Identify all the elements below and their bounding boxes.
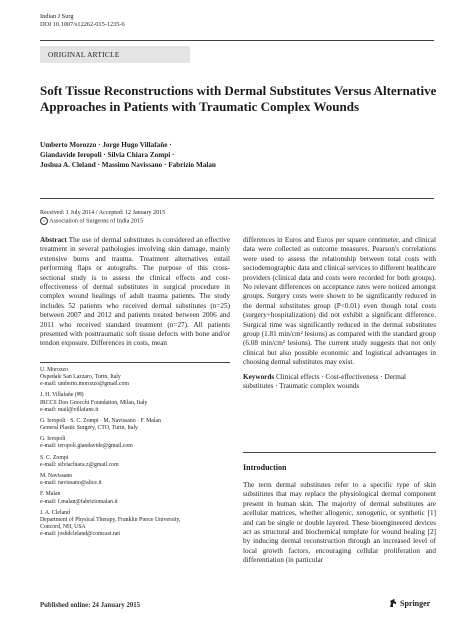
section-rule — [40, 198, 434, 199]
affiliation — [40, 510, 230, 538]
introduction-text: The term dermal substitutes refer to a specific type of skin substitutes that may replace the physiological dermal component present in human skin. The majority of dermal substitutes are acellular matrices, whether allogenic, xenogenic, or synthetic [1] and can be single or double layered. These bioengineered devices act as structural and biochemical template for wound healing [2] by inducing dermal reconstruction through an increased level of local growth factors, encouraging cellular proliferation and differentiation (in particular — [243, 481, 436, 565]
affiliation-email: e-mail: joshdcleland@comcast.net — [40, 531, 121, 538]
section-badge — [40, 46, 190, 63]
affiliation — [40, 455, 230, 469]
affiliation-line: G. Ieropoli · S. C. Zompi · M. Navissano · F. Malan — [40, 417, 161, 424]
affiliation-email: e-mail: mail@villafane.it — [40, 406, 99, 413]
publisher-logo — [388, 598, 430, 608]
affiliation-email: e-mail: navissano@alice.it — [40, 480, 102, 487]
running-footer: Published online: 24 January 2015 — [40, 602, 141, 609]
affiliation — [40, 367, 230, 388]
top-rule — [40, 40, 434, 41]
section-badge-label: ORIGINAL ARTICLE — [48, 50, 120, 59]
springer-horse-icon — [388, 598, 398, 608]
affiliation — [40, 491, 230, 505]
affiliation-line: U. Morozzo — [40, 367, 69, 373]
affiliation-line: Ospedale San Lazzaro, Turin, Italy — [40, 374, 121, 381]
affiliation-rule — [40, 362, 230, 363]
affiliation-line: F. Malan — [40, 491, 61, 498]
abstract-label: Abstract — [40, 236, 67, 244]
affiliation — [40, 418, 230, 432]
keywords-label: Keywords — [243, 373, 275, 381]
affiliation-line: J. A. Cleland — [40, 509, 70, 516]
affiliation-line: S. C. Zompi — [40, 454, 69, 461]
affiliations — [40, 367, 230, 542]
introduction-heading: Introduction — [243, 463, 287, 472]
journal-header — [40, 13, 125, 29]
affiliation-email: e-mail: umberto.morozzo@gmail.com — [40, 381, 129, 388]
abstract-left — [40, 236, 230, 349]
received-accepted: Received: 1 July 2014 / Accepted: 12 January 2015 — [40, 210, 166, 216]
article-dates — [40, 209, 165, 225]
affiliation-email: e-mail: silviachiara.z@gmail.com — [40, 461, 119, 468]
doi: DOI 10.1007/s12262-015-1235-6 — [40, 21, 125, 28]
copyright-icon: c — [40, 217, 48, 225]
affiliation-line: M. Navissano — [40, 473, 73, 480]
author-line: Joshua A. Cleland · Massimo Navissano · Fabrizio Malan — [40, 161, 216, 169]
journal-name: Indian J Surg — [40, 13, 74, 20]
intro-rule — [243, 452, 436, 453]
affiliation-line: General Plastic Surgery, CTO, Turin, Italy — [40, 425, 138, 432]
author-line: Giandavide Ieropoli · Silvia Chiara Zompi · — [40, 151, 175, 159]
keywords-text: Clinical effects · Cost-effectiveness · Dermal substitutes · Traumatic complex wounds — [243, 373, 407, 391]
copyright-line — [40, 217, 165, 225]
affiliation-line: J. H. Villafañe (✉) — [40, 392, 84, 399]
affiliation-line: Department of Physical Therapy, Franklin Pierce University, — [40, 516, 181, 523]
abstract-right: differences in Euros and Euros per square centimeter, and clinical data were collected as outcome measures. Pearson's correlations were used to assess the relationship between total costs with sociodemographic data and clinical services to different healthcare providers (clinical data and costs were recorded for both groups). No relevant differences on acceptance rates were noticed amongst groups. Surgery costs were shown to be significantly reduced in the dermal substitutes group (P<0.01) even though total costs (surgery+hospitalization) did not exhibit a significant difference. Surgical time was significantly reduced in the dermal substitutes group (1.81 min/cm² lesions) as compared with the standard group (6.08 min/cm² lesions). The current study suggests that not only clinical but also possible economic and logistical advantages in choosing dermal substitutes may exist. — [243, 236, 436, 367]
article-title: Soft Tissue Reconstructions with Dermal Substitutes Versus Alternative Approaches in Patients with Traumatic Complex Wounds — [40, 83, 437, 114]
keywords — [243, 373, 436, 392]
affiliation-line: G. Ieropoli — [40, 436, 66, 443]
abstract-text-left: The use of dermal substitutes is considered an effective treatment in several pathologies involving skin damage, mainly extensive burns and trauma. Treatment alternatives entail performing flaps or autografts. The purpose of this cross-sectional study is to assess the clinical effects and cost-effectiveness of dermal substitutes in surgical procedure in complex wound healings of adult trauma patients. The study includes 52 patients who received dermal substitutes (n=25) between 2007 and 2012 and patients treated between 2006 and 2011 who received standard treatment (n=27). All patients presented with posttraumatic soft tissue defects with bone and/or tendon exposure. Differences in costs, mean — [40, 236, 231, 348]
publisher-name: Springer — [400, 598, 431, 608]
author-list — [40, 140, 340, 170]
affiliation — [40, 392, 230, 413]
affiliation-line: Concord, NH, USA — [40, 524, 86, 530]
author-line: Umberto Morozzo · Jorge Hugo Villafañe · — [40, 141, 172, 149]
affiliation-email: e-mail: f.malan@fabriziomalan.it — [40, 498, 118, 505]
affiliation-email: e-mail: ieropoli.giandavide@gmail.com — [40, 443, 133, 450]
affiliation — [40, 473, 230, 487]
copyright-text: Association of Surgeons of India 2015 — [49, 218, 144, 225]
affiliation-line: IRCCS Don Gnocchi Foundation, Milan, Italy — [40, 399, 148, 406]
affiliation — [40, 436, 230, 450]
